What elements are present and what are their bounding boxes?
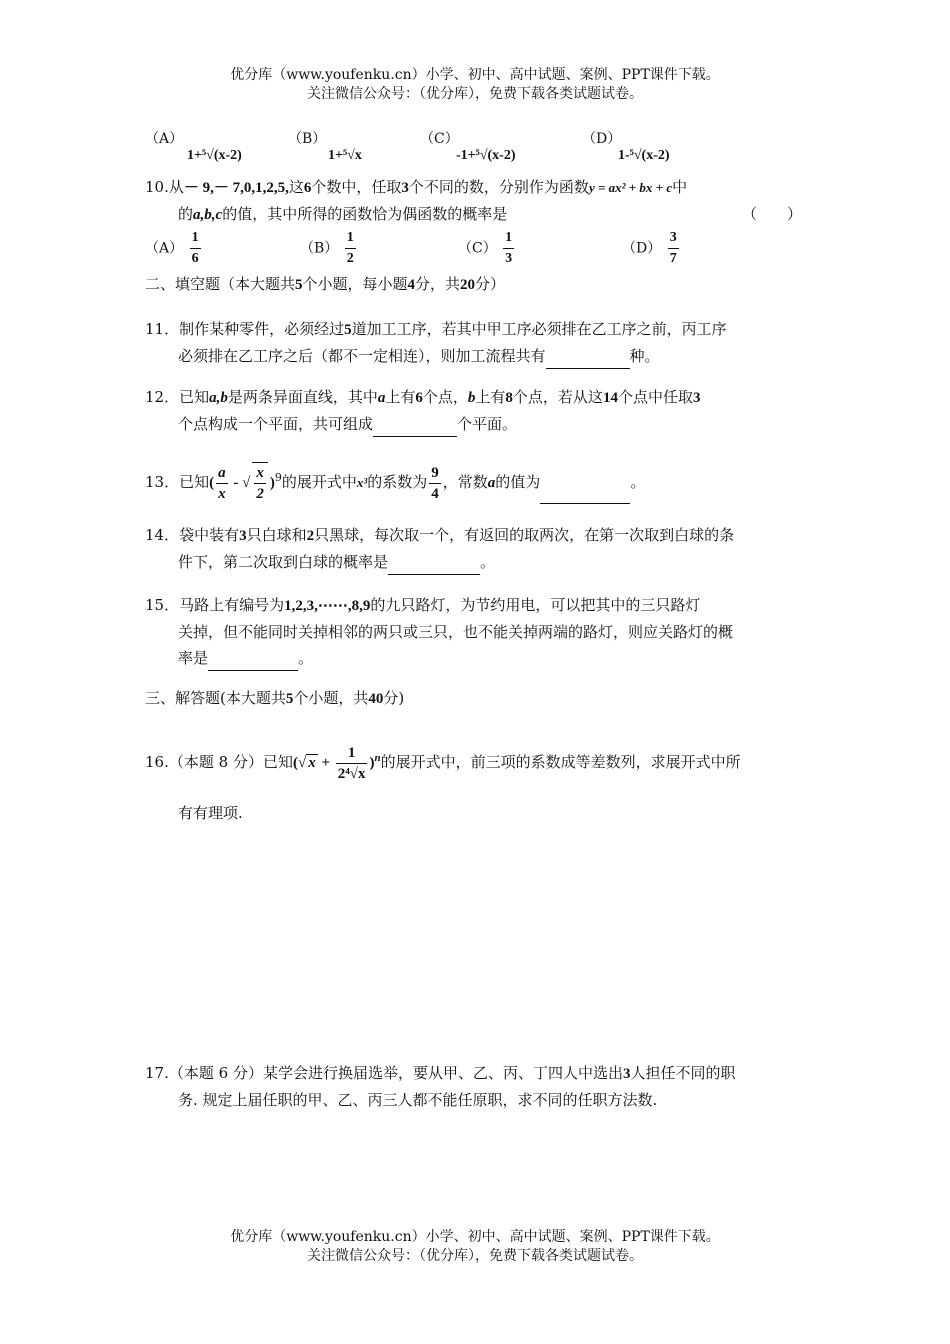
- footer-line-1: 优分库（www.youfenku.cn）小学、初中、高中试题、案例、PPT课件下载。: [230, 1229, 720, 1245]
- q10-function: y = ax² + bx + c: [588, 180, 673, 195]
- footer-line-2: 关注微信公众号：（优分库），免费下载各类试题试卷。: [307, 1248, 643, 1264]
- question-15: 15．马路上有编号为1,2,3,⋯⋯,8,9的九只路灯，为节约用电，可以把其中的三只路灯 关掉，但不能同时关掉相邻的两只或三只，也不能关掉两端的路灯，则应关路灯的概 率是 。: [145, 592, 810, 671]
- q9-option-d-math: 1-⁵√(x-2): [618, 148, 670, 163]
- q10-option-b: （B） $\frac{1}{2}$: [300, 230, 354, 266]
- q9-option-c: （C） -1+⁵√(x-2): [420, 131, 516, 163]
- header-line-2: 关注微信公众号：（优分库），免费下载各类试题试卷。: [307, 86, 643, 102]
- header-line-1: 优分库（www.youfenku.cn）小学、初中、高中试题、案例、PPT课件下载。: [230, 67, 720, 83]
- question-10: [145, 174, 810, 228]
- q10-option-a: （A） $\frac{1}{6}$: [145, 230, 199, 266]
- q12-answer-blank[interactable]: [373, 436, 457, 437]
- question-17: 17.（本题 6 分）某学会进行换届选举，要从甲、乙、丙、丁四人中选出3人担任不同的职 务. 规定上届任职的甲、乙、丙三人都不能任原职，求不同的任职方法数.: [145, 1064, 736, 1109]
- q10-answer-paren: （ ）: [741, 205, 802, 223]
- question-13: 13．已知( $\frac{a}{x}$ - √ $\frac{x}{2}$ )$^9$的展开式中x³的系数为 $\frac{9}{4}$ ，常数a的值为 。: [145, 458, 810, 504]
- q9-option-c-math: -1+⁵√(x-2): [456, 148, 516, 163]
- q13-answer-blank[interactable]: [540, 503, 630, 504]
- section-2-heading: 二、填空题（本大题共5个小题，每小题4分，共20分）: [145, 275, 506, 293]
- question-11: 11．制作某种零件，必须经过5道加工工序，若其中甲工序必须排在乙工序之前，丙工序 必须排在乙工序之后（都不一定相连），则加工流程共有 种。: [145, 316, 810, 369]
- q9-option-a-math: 1+⁵√(x-2): [187, 148, 242, 163]
- q9-option-b: （B） 1+⁵√x: [288, 131, 362, 163]
- q11-answer-blank[interactable]: [546, 368, 630, 369]
- q9-option-b-math: 1+⁵√x: [328, 148, 362, 163]
- q10-line-1: 10.从－ 9,－ 7,0,1,2,5,这6个数中，任取3个不同的数，分别作为函数y = ax² + bx + c中: [145, 178, 688, 196]
- q10-line-2: 的a,b,c的值，其中所得的函数恰为偶函数的概率是 （ ）: [145, 201, 810, 228]
- q15-answer-blank[interactable]: [208, 670, 298, 671]
- q9-option-a: （A） 1+⁵√(x-2): [145, 131, 242, 163]
- question-14: 14．袋中装有3只白球和2只黑球，每次取一个，有返回的取两次，在第一次取到白球的条 件下，第二次取到白球的概率是 。: [145, 522, 810, 575]
- question-12: 12．已知a,b是两条异面直线，其中a上有6个点，b上有8个点，若从这14个点中任取3 个点构成一个平面，共可组成 个平面。: [145, 384, 810, 437]
- q14-answer-blank[interactable]: [388, 574, 480, 575]
- section-3-heading: 三、解答题(本大题共5个小题，共40分): [145, 689, 405, 707]
- q10-option-d: （D） $\frac{3}{7}$: [622, 230, 677, 266]
- question-16: 16.（本题 8 分）已知(√ x + $\frac{1}{\text{2⁴√x}}$ )$^n$的展开式中，前三项的系数成等差数列，求展开式中所 有有理项.: [145, 744, 741, 822]
- q10-option-c: （C） $\frac{1}{3}$: [458, 230, 513, 266]
- q9-option-d: （D） 1-⁵√(x-2): [582, 131, 670, 163]
